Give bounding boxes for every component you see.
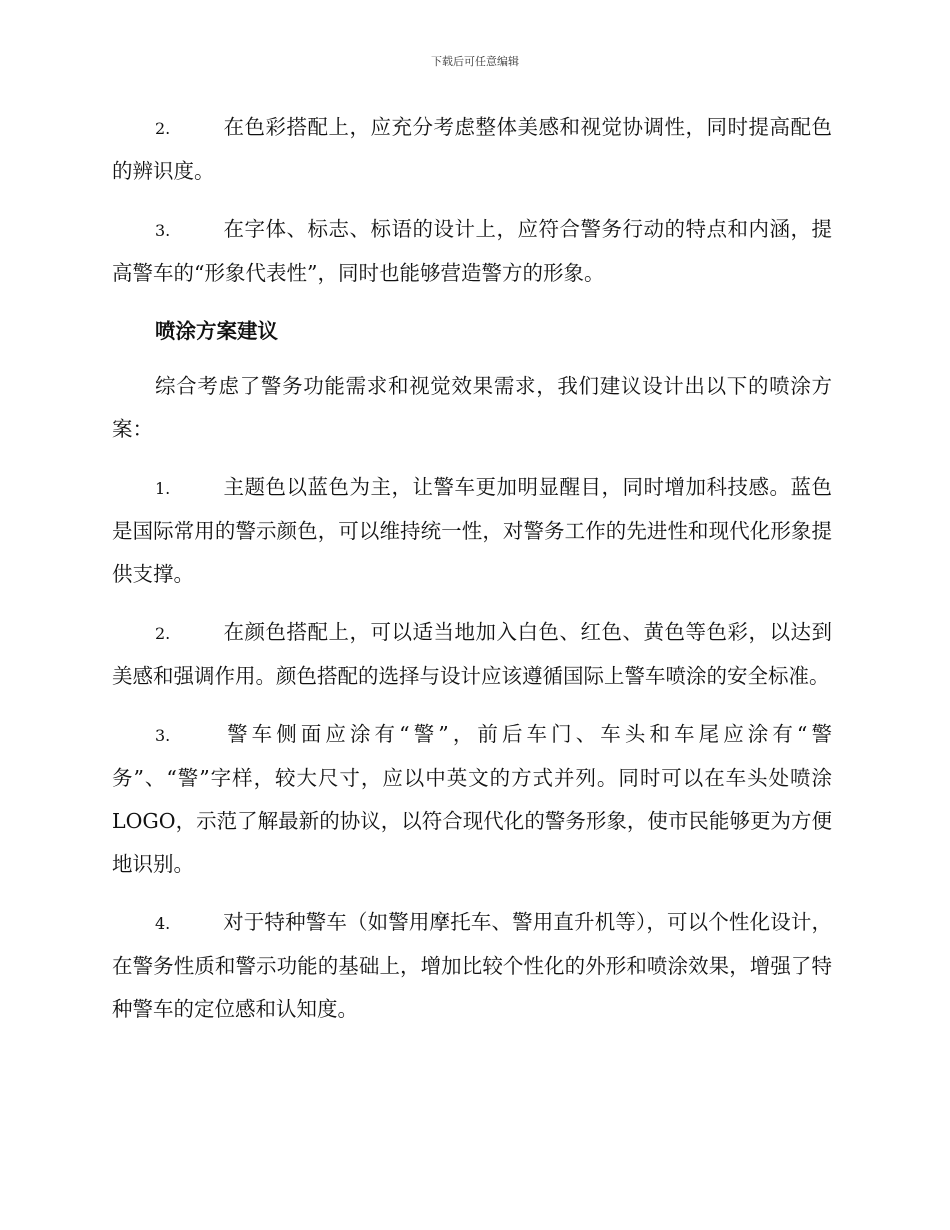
list-number: 4. <box>155 914 171 933</box>
list-text: 警车侧面应涂有“警”，前后车门、车头和车尾应涂有“警务”、“警”字样，较大尺寸，应以中英文的方式并列。同时可以在车头处喷涂LOGO，示范了解最新的协议，以符合现代化的警务形象，使市民能够更为方便地识别。 <box>112 722 832 876</box>
list-number: 3. <box>155 726 171 745</box>
list-number: 1. <box>155 479 171 498</box>
list-text: 对于特种警车（如警用摩托车、警用直升机等），可以个性化设计，在警务性质和警示功能的基础上，增加比较个性化的外形和喷涂效果，增强了特种警车的定位感和认知度。 <box>112 910 832 1021</box>
list-text: 主题色以蓝色为主，让警车更加明显醒目，同时增加科技感。蓝色是国际常用的警示颜色，可以维持统一性，对警务工作的先进性和现代化形象提供支撑。 <box>112 475 832 586</box>
list-item-font-logo <box>112 208 832 295</box>
list-text: 在字体、标志、标语的设计上，应符合警务行动的特点和内涵，提高警车的“形象代表性”，同时也能够营造警方的形象。 <box>112 217 832 285</box>
list-item-lettering <box>112 713 832 886</box>
list-item-special-vehicles <box>112 901 832 1031</box>
document-body <box>112 106 832 1046</box>
section-heading: 喷涂方案建议 <box>155 319 278 343</box>
list-number: 2. <box>155 624 171 643</box>
intro-paragraph: 综合考虑了警务功能需求和视觉效果需求，我们建议设计出以下的喷涂方案： <box>112 374 832 441</box>
list-text: 在色彩搭配上，应充分考虑整体美感和视觉协调性，同时提高配色的辨识度。 <box>112 115 832 183</box>
list-item-color-combination <box>112 611 832 698</box>
page-header-note: 下载后可任意编辑 <box>431 55 519 68</box>
list-item-theme-color <box>112 466 832 596</box>
list-number: 3. <box>155 221 171 240</box>
list-text: 在颜色搭配上，可以适当地加入白色、红色、黄色等色彩，以达到美感和强调作用。颜色搭配的选择与设计应该遵循国际上警车喷涂的安全标准。 <box>112 620 832 688</box>
list-item-color-matching <box>112 106 832 193</box>
list-number: 2. <box>155 119 171 138</box>
